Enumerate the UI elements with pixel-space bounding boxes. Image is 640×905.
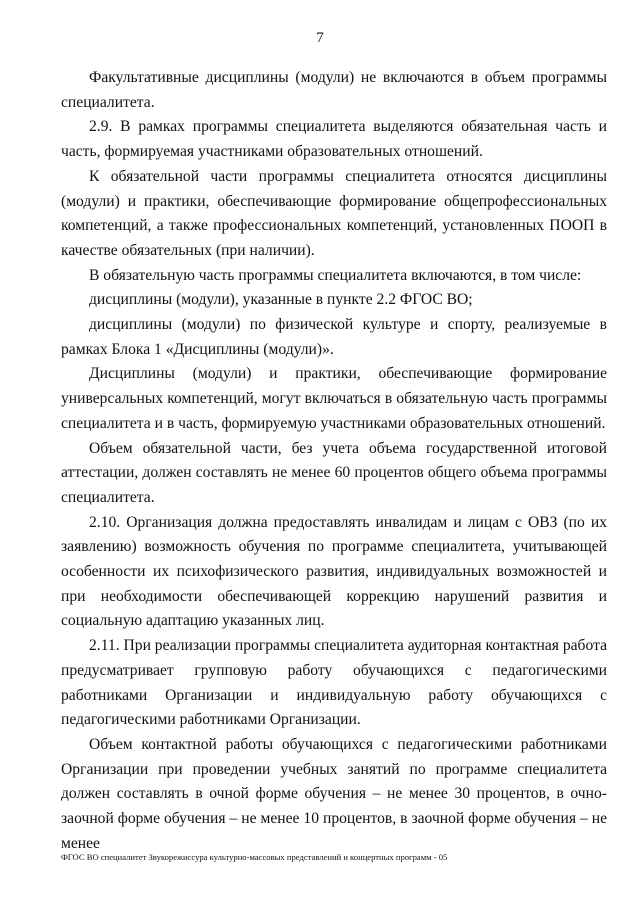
page-number: 7 (316, 30, 324, 46)
paragraph-2-11: 2.11. При реализации программы специалитета аудиторная контактная работа предусматривает групповую работу обучающихся с педагогическими работниками Организации и индивидуальную работу обучающихся с педагогическими работниками Организации. (61, 637, 608, 729)
paragraph-universal-competencies: Дисциплины (модули) и практики, обеспечивающие формирование универсальных компетенций, могут включаться в обязательную часть программы специалитета и в часть, формируемую участниками образовательных отношений. (61, 365, 607, 432)
paragraph-mandatory-includes: В обязательную часть программы специалитета включаются, в том числе: (89, 266, 582, 284)
document-body (61, 66, 607, 857)
paragraph-2-10: 2.10. Организация должна предоставлять инвалидам и лицам с ОВЗ (по их заявлению) возможность обучения по программе специалитета, учитывающей особенности их психофизического развития, индивидуальных возможностей и при необходимости обеспечивающей коррекцию нарушений развития и социальную адаптацию указанных лиц. (61, 513, 607, 630)
paragraph-optional-disciplines: Факультативные дисциплины (модули) не включаются в объем программы специалитета. (61, 69, 607, 111)
paragraph-2-9: 2.9. В рамках программы специалитета выделяются обязательная часть и часть, формируемая участниками образовательных отношений. (61, 118, 607, 161)
paragraph-mandatory-part: К обязательной части программы специалитета относятся дисциплины (модули) и практики, обеспечивающие формирование общепрофессиональных компетенций, а также профессиональных компетенций, установленных ПООП в качестве обязательных (при наличии). (61, 167, 607, 259)
page-footer: ФГОС ВО специалитет Звукорежиссура культурно-массовых представлений и концертных программ - 05 (61, 852, 448, 862)
paragraph-physical-culture: дисциплины (модули) по физической культуре и спорту, реализуемые в рамках Блока 1 «Дисциплины (модули)». (61, 316, 607, 358)
paragraph-disciplines-2-2: дисциплины (модули), указанные в пункте 2.2 ФГОС ВО; (89, 291, 473, 309)
paragraph-contact-work-volume: Объем контактной работы обучающихся с педагогическими работниками Организации при проведении учебных занятий по программе специалитета должен составлять в очной форме обучения – не менее 30 процентов, в очно-заочной форме обучения – не менее 10 процентов, в заочной форме обучения – не менее (61, 735, 607, 852)
paragraph-mandatory-volume: Объем обязательной части, без учета объема государственной итоговой аттестации, должен составлять не менее 60 процентов общего объема программы специалитета. (61, 439, 607, 506)
